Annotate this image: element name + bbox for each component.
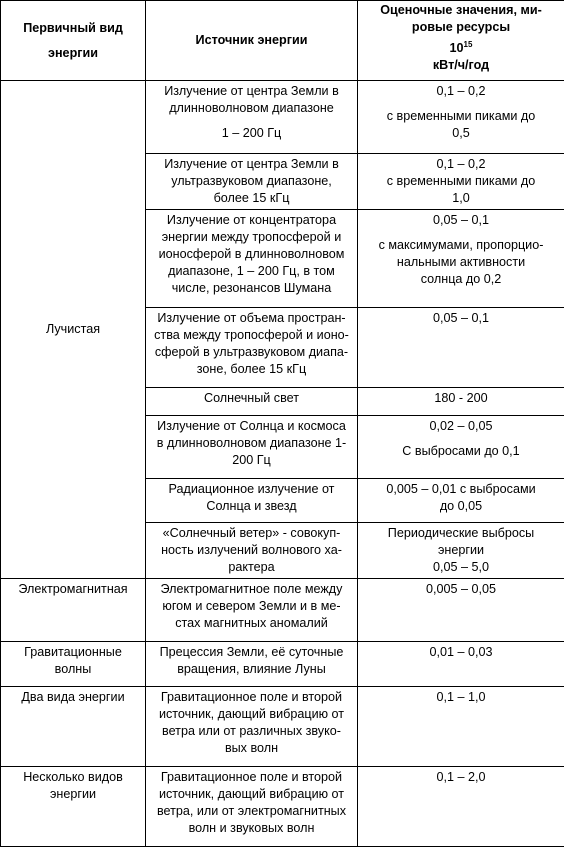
header-energy-source: Источник энергии bbox=[146, 1, 358, 81]
source-cell: «Солнечный ветер» - совокуп- ность излучений волнового ха- рактера bbox=[146, 523, 358, 579]
source-cell: Излучение от объема простран- ства между тропосферой и ионо- сферой в ультразвуковом диапа- зоне, более 15 кГц bbox=[146, 308, 358, 388]
category-two-types: Два вида энергии bbox=[1, 687, 146, 767]
source-cell: Излучение от Солнца и космоса в длинноволновом диапазоне 1- 200 Гц bbox=[146, 416, 358, 479]
value-cell: 0,01 – 0,03 bbox=[358, 642, 564, 687]
source-cell: Излучение от центра Земли в ультразвуковом диапазоне, более 15 кГц bbox=[146, 154, 358, 210]
category-radiant: Лучистая bbox=[1, 81, 146, 579]
category-electromagnetic: Электромагнитная bbox=[1, 579, 146, 642]
header-row bbox=[1, 1, 564, 81]
value-cell: 0,05 – 0,1 с максимумами, пропорцио- нальными активности солнца до 0,2 bbox=[358, 210, 564, 308]
value-cell: Периодические выбросы энергии 0,05 – 5,0 bbox=[358, 523, 564, 579]
table-row bbox=[1, 687, 564, 767]
header-primary-type: Первичный вид энергии bbox=[1, 1, 146, 81]
category-several-types: Несколько видов энергии bbox=[1, 767, 146, 847]
table-row bbox=[1, 579, 564, 642]
value-cell: 180 - 200 bbox=[358, 388, 564, 416]
source-cell: Прецессия Земли, её суточные вращения, влияние Луны bbox=[146, 642, 358, 687]
table-row bbox=[1, 81, 564, 154]
source-cell: Излучение от концентратора энергии между тропосферой и ионосферой в длинноволновом диапазоне, 1 – 200 Гц, в том числе, резонансов Шумана bbox=[146, 210, 358, 308]
value-cell: 0,1 – 0,2 с временными пиками до 0,5 bbox=[358, 81, 564, 154]
value-cell: 0,005 – 0,01 с выбросами до 0,05 bbox=[358, 479, 564, 523]
category-gravitational: Гравитационные волны bbox=[1, 642, 146, 687]
source-cell: Гравитационное поле и второй источник, дающий вибрацию от ветра или от различных звуко- вых волн bbox=[146, 687, 358, 767]
value-cell: 0,05 – 0,1 bbox=[358, 308, 564, 388]
value-cell: 0,1 – 0,2 с временными пиками до 1,0 bbox=[358, 154, 564, 210]
source-cell: Радиационное излучение от Солнца и звезд bbox=[146, 479, 358, 523]
value-cell: 0,1 – 1,0 bbox=[358, 687, 564, 767]
source-cell: Электромагнитное поле между югом и севером Земли и в ме- стах магнитных аномалий bbox=[146, 579, 358, 642]
table-row bbox=[1, 767, 564, 847]
source-cell: Солнечный свет bbox=[146, 388, 358, 416]
source-cell: Гравитационное поле и второй источник, дающий вибрацию от ветра, или от электромагнитных волн и звуковых волн bbox=[146, 767, 358, 847]
source-cell: Излучение от центра Земли в длинноволновом диапазоне 1 – 200 Гц bbox=[146, 81, 358, 154]
header-estimated-values: Оценочные значения, ми- ровые ресурсы $10^{15}$ кВт/ч/год bbox=[358, 1, 564, 81]
value-cell: 0,1 – 2,0 bbox=[358, 767, 564, 847]
table-row bbox=[1, 642, 564, 687]
value-cell: 0,02 – 0,05 С выбросами до 0,1 bbox=[358, 416, 564, 479]
value-cell: 0,005 – 0,05 bbox=[358, 579, 564, 642]
